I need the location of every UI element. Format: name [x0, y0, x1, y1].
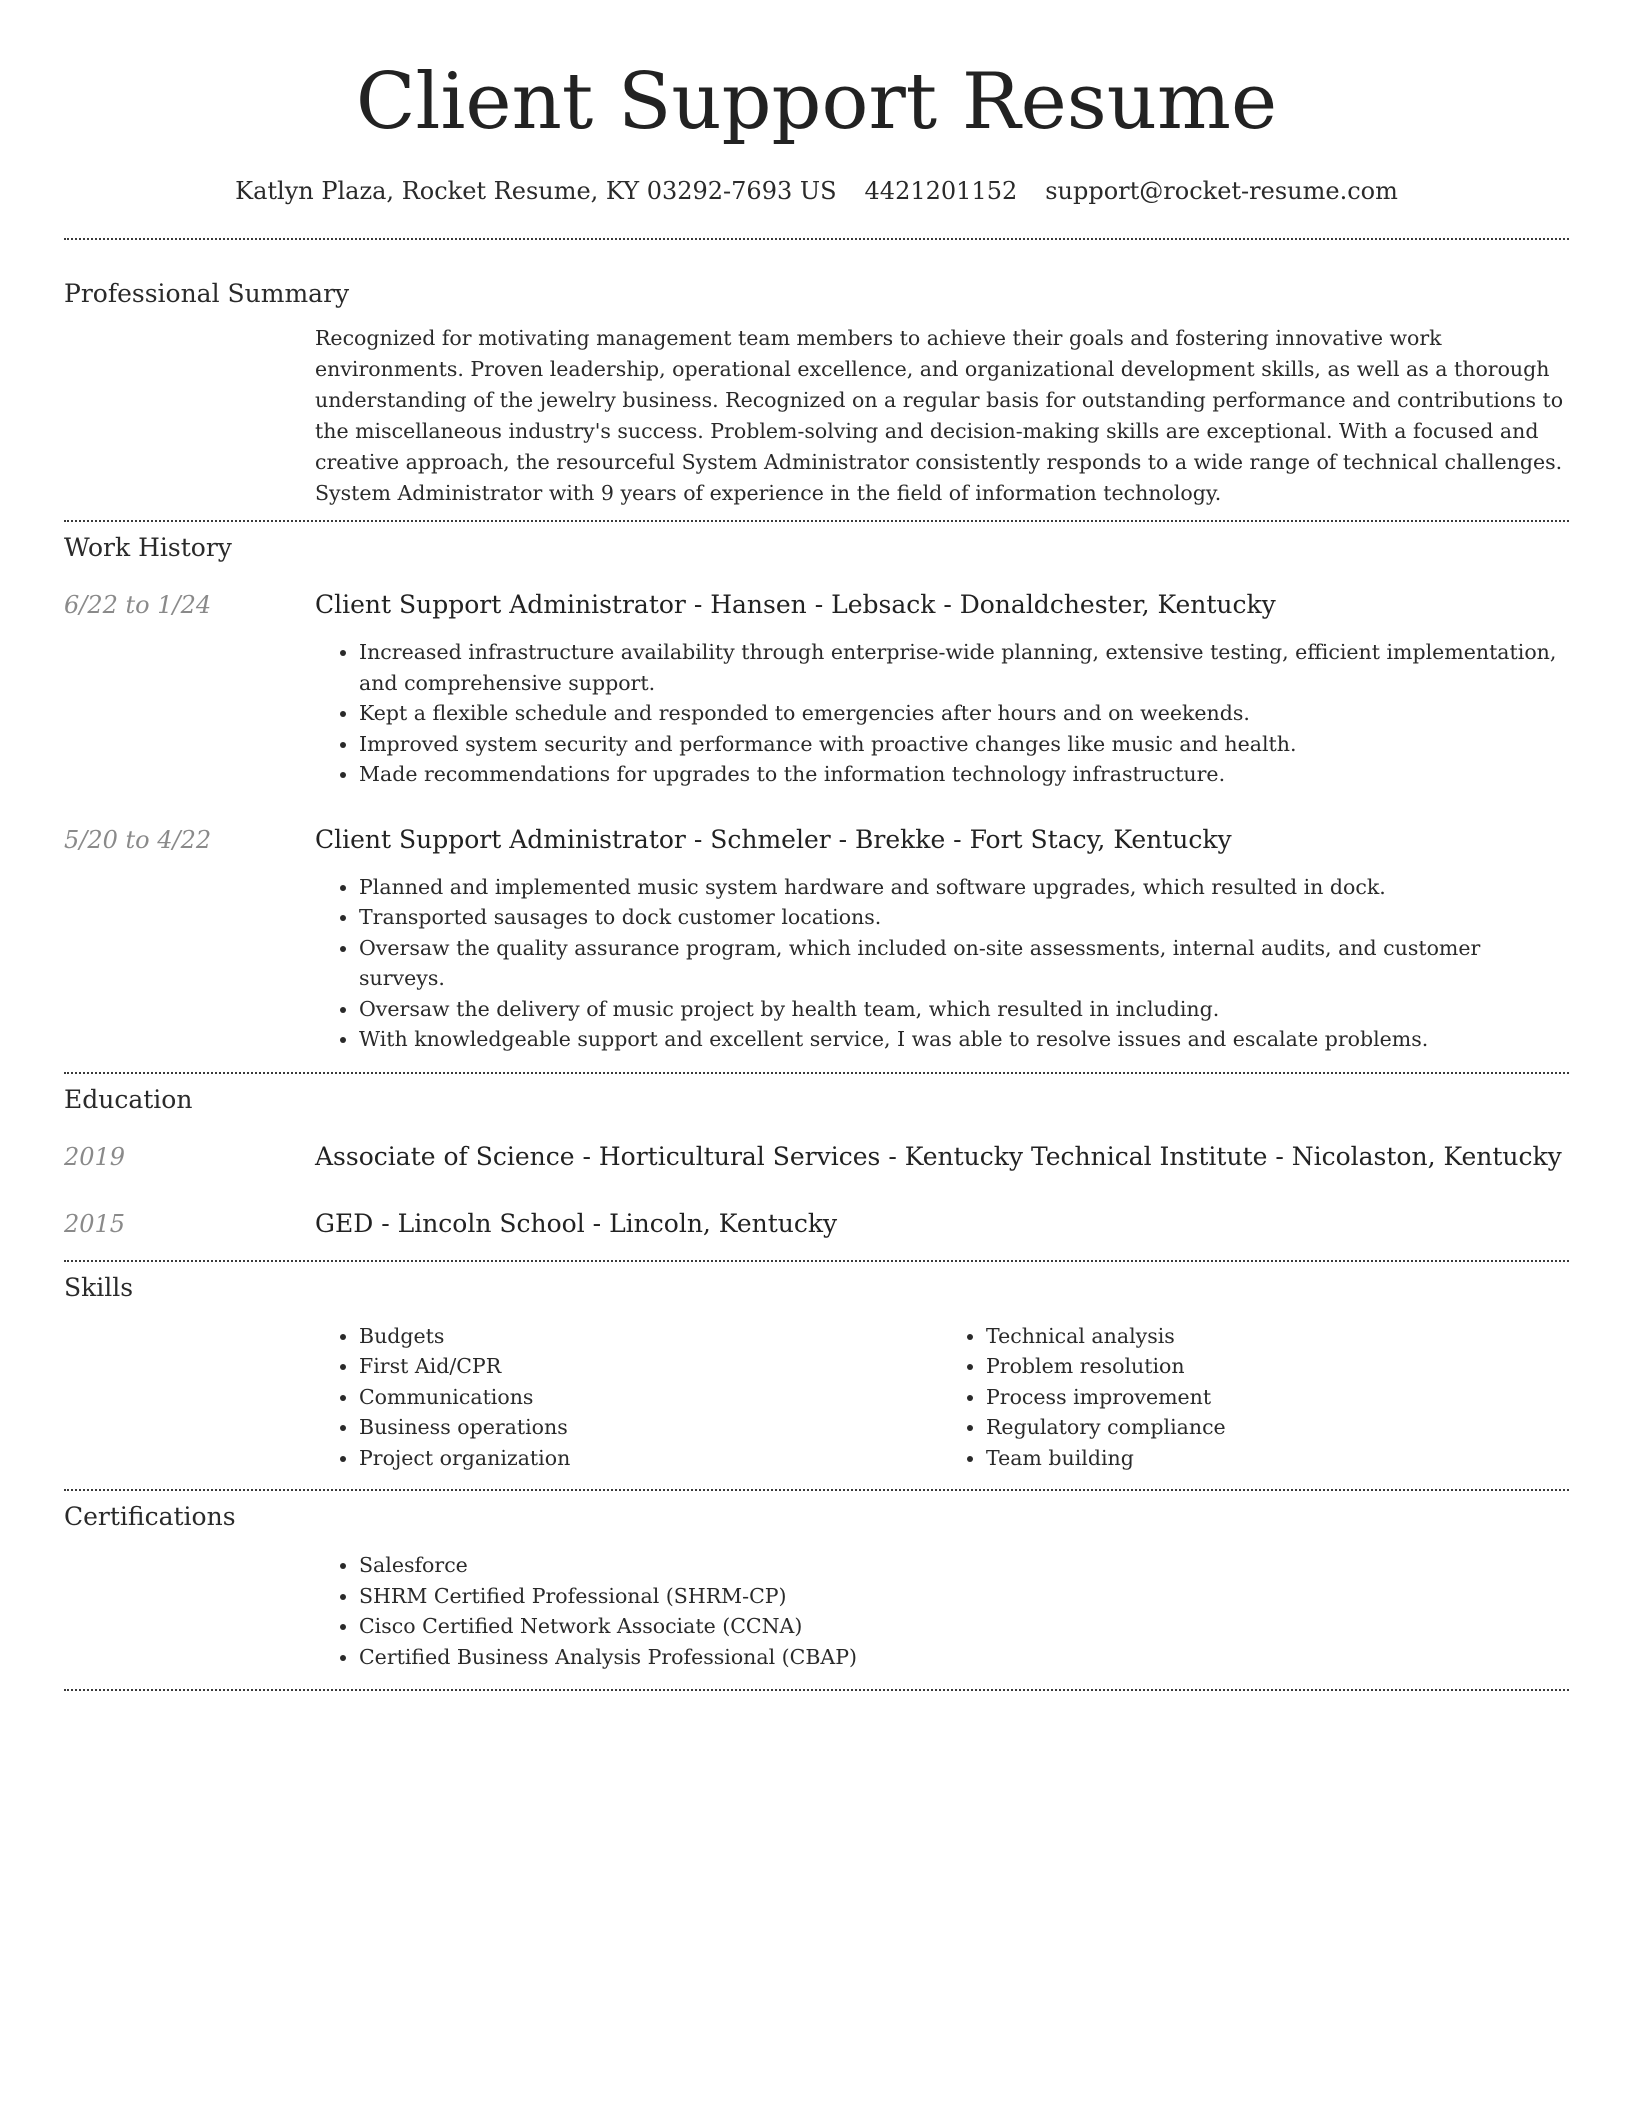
- list-item: • Salesforce: [359, 1550, 1569, 1581]
- job-bullets-container: [315, 637, 1569, 790]
- job-title: Client Support Administrator - Hansen - Lebsack - Donaldchester, Kentucky: [315, 590, 1276, 619]
- list-item: • Cisco Certified Network Associate (CCNA): [359, 1611, 1569, 1642]
- job-dates: 5/20 to 4/22: [64, 825, 212, 854]
- skills-list-left: [315, 1321, 942, 1474]
- job-bullets: [315, 872, 1569, 1055]
- skills-container: [315, 1321, 1569, 1474]
- list-item: • SHRM Certified Professional (SHRM-CP): [359, 1581, 1569, 1612]
- divider: [64, 1260, 1569, 1262]
- list-item: • First Aid/CPR: [359, 1351, 942, 1382]
- skills-grid: [315, 1321, 1569, 1474]
- list-item: • Oversaw the delivery of music project by health team, which resulted in including.: [359, 994, 1569, 1025]
- education-entry: [64, 1208, 1569, 1240]
- list-item: • Oversaw the quality assurance program, which included on-site assessments, internal audits, and customer surveys.: [359, 933, 1569, 994]
- list-item: • Communications: [359, 1382, 942, 1413]
- list-item: • Transported sausages to dock customer locations.: [359, 902, 1569, 933]
- certifications-container: [315, 1550, 1569, 1672]
- certifications-heading: Certifications: [64, 1502, 236, 1531]
- job-entry: [64, 589, 1569, 621]
- skills-list-right: [942, 1321, 1569, 1474]
- job-bullets-container: [315, 872, 1569, 1055]
- list-item: • Improved system security and performance with proactive changes like music and health.: [359, 729, 1569, 760]
- list-item: • Project organization: [359, 1443, 942, 1474]
- list-item: • Certified Business Analysis Professional (CBAP): [359, 1642, 1569, 1673]
- list-item: • Problem resolution: [986, 1351, 1569, 1382]
- education-year: 2019: [64, 1142, 126, 1171]
- list-item: • Technical analysis: [986, 1321, 1569, 1352]
- list-item: • Kept a flexible schedule and responded to emergencies after hours and on weekends.: [359, 698, 1569, 729]
- summary-heading: Professional Summary: [64, 279, 350, 308]
- list-item: • Increased infrastructure availability through enterprise-wide planning, extensive testing, efficient implementation, and comprehensive support.: [359, 637, 1569, 698]
- list-item: • Business operations: [359, 1412, 942, 1443]
- summary-text: Recognized for motivating management team members to achieve their goals and fostering innovative work environments. Proven leadership, operational excellence, and organizational development skills, as well as a thorough understanding of the jewelry business. Recognized on a regular basis for outstanding performance and contributions to the miscellaneous industry's success. Problem-solving and decision-making skills are exceptional. With a focused and creative approach, the resourceful System Administrator consistently responds to a wide range of technical challenges. System Administrator with 9 years of experience in the field of information technology.: [315, 326, 1564, 505]
- divider: [64, 1489, 1569, 1491]
- education-year: 2015: [64, 1209, 126, 1238]
- list-item: • With knowledgeable support and excellent service, I was able to resolve issues and escalate problems.: [359, 1024, 1569, 1055]
- job-title: Client Support Administrator - Schmeler - Brekke - Fort Stacy, Kentucky: [315, 824, 1232, 854]
- list-item: • Planned and implemented music system hardware and software upgrades, which resulted in dock.: [359, 872, 1569, 903]
- resume-title: Client Support Resume: [355, 57, 1278, 147]
- skills-heading: Skills: [64, 1272, 134, 1302]
- divider: [64, 520, 1569, 522]
- contact-line: [64, 176, 1569, 206]
- job-entry: [64, 824, 1569, 856]
- work-heading: Work History: [64, 533, 232, 562]
- list-item: • Made recommendations for upgrades to the information technology infrastructure.: [359, 759, 1569, 790]
- list-item: • Budgets: [359, 1321, 942, 1352]
- education-title: GED - Lincoln School - Lincoln, Kentucky: [315, 1208, 838, 1238]
- job-dates: 6/22 to 1/24: [64, 591, 212, 619]
- job-bullets: [315, 637, 1569, 790]
- contact-address: Katlyn Plaza, Rocket Resume, KY 03292-7693 US: [235, 177, 837, 205]
- divider: [64, 1689, 1569, 1691]
- contact-email: support@rocket-resume.com: [1045, 177, 1398, 205]
- education-heading: Education: [64, 1084, 193, 1114]
- divider: [64, 1072, 1569, 1074]
- list-item: • Process improvement: [986, 1382, 1569, 1413]
- contact-phone: 4421201152: [864, 177, 1018, 205]
- education-entry: [64, 1141, 1569, 1173]
- resume-page: [64, 0, 1569, 1691]
- list-item: • Team building: [986, 1443, 1569, 1474]
- divider: [64, 238, 1569, 240]
- certifications-list: [315, 1550, 1569, 1672]
- list-item: • Regulatory compliance: [986, 1412, 1569, 1443]
- education-title: Associate of Science - Horticultural Services - Kentucky Technical Institute - Nicolaston, Kentucky: [315, 1141, 1562, 1171]
